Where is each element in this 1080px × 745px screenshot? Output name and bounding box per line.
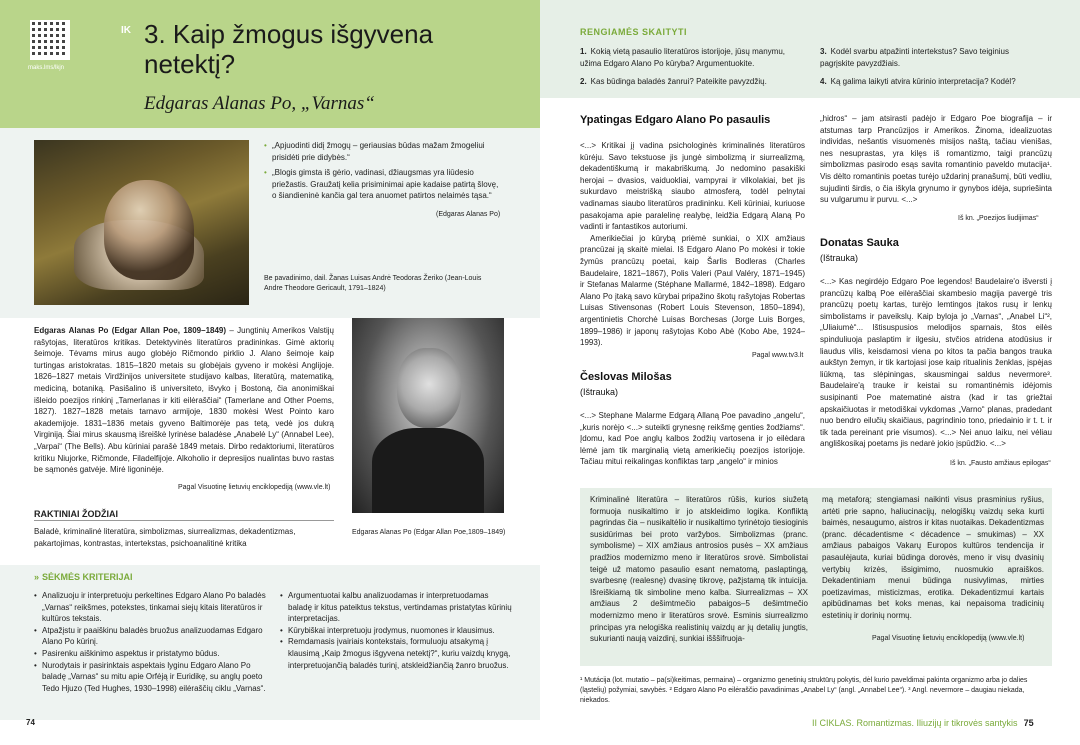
keywords-title: RAKTINIAI ŽODŽIAI (34, 509, 118, 519)
section-text: <...> Kritikai jį vadina psichologinės kriminalinės literatūros kūrėju. Savo tekstuose jis jungė simbolizmą ir siurrealizmą, dekadentiškumą ir makabriškumą. Jo nedomino pasakiški herojai – dvasios, vaiduokliai, vampyrai ir vilkolakiai, bet jis sukurdavo meistrišką siaubo atmosferą, todėl pelnytai vadinamas siaubo literatūros pradininku. Keli kūriniai, kuriuose pasakojama apie paralelinę realybę, leidžia Edgarą Alaną Po vadinti ir fantastikos autoriumi. Amerikiečiai jo kūrybą priėmė sunkiai, o XIX amžiaus prancūzai ją skaitė mielai. Iš Edgaro Alano Po mokėsi ir tokie žymūs prancūzų poetai, kaip Šarlis Bodleras (Charles Baudelaire, 1821–1867), Polis Valeri (Paul Valéry, 1871–1945) ir Stefanas Malarme (Stéphane Mallarmé, 1842–1898). Edgaro Alano Po įtaką savo kūrybai pripažino škotų rašytojas Robertas Luisas Stivensonas (Robert Louis Stevenson, 1850–1894), argentinietis Chorchė Luisas Borchesas (Jorge Luis Borges, 1899–1986) ir japonų rašytojas Kobo Abė (Kobo Abe, 1924–1993). (580, 141, 805, 348)
bio-source: Pagal Visuotinę lietuvių enciklopediją (www.vle.lt) (178, 484, 331, 491)
quote-author: (Edgaras Alanas Po) (436, 211, 501, 218)
qr-label: maks.lms/lkjn (28, 65, 65, 71)
ik-marker: IK (121, 25, 131, 36)
double-chevron-icon: » (34, 572, 40, 582)
section-text: „hidros“ – jam atsirasti padėjo ir Edgaro Poe biografija – ir atstumas tarp Prancūzijos ir Amerikos. Žinoma, idealizuotas individas, nešantis visuomenės misijos naštą, tačiau vienišas, nes nesuprastas, yra kilęs iš romantizmo, taigi prancūzų simbolizmas pasirodo esąs savita romantinio paveldo mutacija¹. Vis dėlto romantinis poetas turėjo uždarinį pranašumį, būti vedliu, sujudinti širdis, o čia iškyla grynumo ir gynybos idėja, supriešinta su vulgarumu ir purvu. <...> (820, 114, 1052, 205)
section-text: <...> Kas negirdėjo Edgaro Poe legendos! Baudelaire'o išversti į prancūzų kalbą Poe eilėraščiai skambesio magija pavergė tris prancūzų poetų kartas, turėjo lemtingos įtakos rusų ir lenkų simbolistams ir paveikslų. Kaip byloja jo „Varnas“, „Anabel Li“², „Uliaiumė“... Ištisuspusios melodijos sparnais, štos eilės spinduliuoja paslaptim ir ilgesiu, stvčios atridena atodūsius ir liaudus vilis, keisdamosi viena po kitos ta pačia bangos trauka aukštyn žemyn, ir tik kartojasi jose kaip ritualinis ženklas, įspėjas liūkmą, tas slėpiningas, skausmingai saldus nevermore³. Baudelaire'ą trauke ir keistai su romantinėmis idėjomis susipinanti Poe matematinė aistra (kad ir tas griežtai apskaičiuotas ir metodiškai vykdomas „Varno“ planas, pradedant nuo bendro eilučių skaičiaus, pagrindinio tono, priedainio ir t. t. ir tik tada pereinant prie visumos). <...> Nei anuo laiku, nei vėliau angliškosikaj poetams jis nedarė jokio įspūdžio. <...> (820, 277, 1052, 449)
criteria-item: • Nurodytais ir pasirinktais aspektais lyginu Edgaro Alano Po baladę „Varnas“ su mitu apie Orfėją ir Euridikę, su anglų poeto Tedo Hjuzo (Ted Hughes, 1930–1998) eilėraščių ciklu „Varnas“. (34, 660, 266, 695)
quote-item: • „Blogis gimsta iš gėrio, vadinasi, džiaugsmas yra liūdesio priežastis. Graužatį kelia prisiminimai apie kadaise patirtą šlovę, o šiandieninė kančia gal tera anuomet patirtos nelaimės tąsa.“ (264, 167, 504, 202)
section-source: Pagal www.tv3.lt (752, 352, 804, 359)
definitions-source: Pagal Visuotinę lietuvių enciklopediją (www.vle.lt) (872, 635, 1025, 642)
quote-item: • „Apjuodinti didį žmogų – geriausias būdas mažam žmogeliui prisidėti prie didybės.“ (264, 140, 504, 163)
portrait-caption: Edgaras Alanas Po (Edgar Allan Poe,1809–1849) (352, 529, 506, 536)
page-number-left: 74 (26, 718, 35, 727)
criteria-col-1 (34, 590, 266, 694)
painting-image (34, 140, 249, 305)
biography (34, 325, 334, 476)
page-number-right: 75 (1023, 718, 1034, 728)
section-title: Donatas Sauka (820, 237, 899, 249)
criteria-item: • Pasirenku aiškinimo aspektus ir pristatymo būdus. (34, 648, 266, 660)
criteria-item: • Argumentuotai kalbu analizuodamas ir interpretuodamas baladę ir kitus pateiktus tekstus, vertindamas pristatytas kūrinių interpretacijas. (280, 590, 512, 625)
prep-question: 4. Ką galima laikyti atvira kūrinio interpretacija? Kodėl? (820, 77, 1016, 86)
criteria-title: » SĖKMĖS KRITERIJAI (34, 572, 133, 582)
keywords-text: Baladė, kriminalinė literatūra, simbolizmas, siurrealizmas, dekadentizmas, pakartojimas, kontrastas, intertekstas, psichoanalitinė kritika (34, 527, 296, 548)
section-subtitle: (Ištrauka) (580, 387, 619, 397)
chapter-subtitle: Edgaras Alanas Po, „Varnas“ (144, 93, 375, 114)
definitions-col-2: mą metaforą; stengiamasi naikinti visus prasminius ryšius, artėti prie sapno, haliucinacijų, nelogiškų vaizdų seka kurti baimės, nesaugumo, aistros ir kitas nuotaikas. Dekadentizmas (pranc. décadentisme < décadence – smukimas) – XX amžiaus pabaigos Vakarų Europos kultūros tendencija ir pasaulėjauta, kuriai būdinga dorovės, meno ir visų dvasinių vertybių krizės, išsigimimo, nuosmukio apraiškos. Dekadentiniam menui būdinga nusivylimas, mirties poetizavimas, misticizmas, erotika. Dekadentizmui kartais apibūdinamas bet koks menas, kai nepaisoma tradicinių estetinių ir dorinių normų. (822, 495, 1044, 620)
criteria-item: • Remdamasis įvairiais kontekstais, formuluoju atsakymą į klausimą „Kaip žmogus išgyvena netektį?“, kuriu vaizdų knygą, interpretuojančią baladės turinį, atskleidžiančią žanro bruožus. (280, 636, 512, 671)
definitions-col-1: Kriminalinė literatūra – literatūros rūšis, kurios siužetą formuoja nusikaltimo ir jo atskleidimo logika. Konfliktą pagrindas čia – nusikaltėlio ir nusikaltimo tyrinėtojo tiesioginis susidūrimas bei proto varžybos. Simbolizmas (pranc. symbolisme) – XIX amžiaus antrosios pusės – XX amžiaus pradžios modernizmo meno ir literatūros srovė. Simbolistai teigė už matomo pasaulio esant nematomą, paslaptingą, svarbesnę (realesnę) dvasinę tikrovę, pažįstamą tik intuicija. Išreiškiamą tik simboline meno kalba. Siurrealizmas – XX amžiaus 2 dešimtmečio pabaigos–5 dešimtmečio modernizmo meno ir literatūros srovė. Esminis siurrealizmo principas yra nelogiška realistinių vaizdų ar jų detalių jungtis, sukurianti naują vaizdinį, sunkiai išššifruoja- (590, 495, 808, 644)
section-source: Iš kn. „Poezijos liudijimas“ (958, 215, 1039, 222)
right-page (540, 0, 1080, 745)
quote-list (264, 140, 504, 206)
keywords-divider (34, 520, 334, 521)
prep-question: 1. Kokią vietą pasaulio literatūros istorijoje, jūsų manymu, užima Edgaro Alano Po kūryba? Argumentuokite. (580, 47, 785, 68)
prep-question: 3. Kodėl svarbu atpažinti intertekstus? Savo teiginius pagrįskite pavyzdžiais. (820, 47, 1009, 68)
section-title: Česlovas Milošas (580, 371, 672, 383)
page-footer: II CIKLAS. Romantizmas. Iliuzijų ir tikrovės santykis 75 (812, 718, 1034, 728)
section-title: Ypatingas Edgaro Alano Po pasaulis (580, 114, 771, 126)
bio-text: – Jungtinių Amerikos Valstijų rašytojas, literatūros kritikas. Detektyvinės literatūros pradininkas. Gimė aktorių šeimoje. Tėvams mirus augo globėjo Ričmondo pirklio J. Alano šeimoje kaip turtingas aristokratas. 1815–1820 metais su globėjais gyveno ir mokėsi Anglijoje. 1826–1827 metais Virdžinijos universitete studijavo kalbas, literatūrą, matematiką, mediciną, botaniką. Pasišalino iš universiteto, išvyko į Bostoną, čia anonimiškai išleido poezijos rinkinį „Tamerlanas ir kiti eilėraščiai“ (Tamerlane and Other Poems, 1827). 1827–1828 metais tarnavo armijoje, 1830 mokėsi West Pointo karo akademijoje. 1831–1836 metais gyveno Baltimorėje pas tetą, vedė jos dukrą Virginiją. Šiai mirus skausmą išreiškė lyrinėse baladėse „Anabelė Ly“ (Annabel Lee), „Varpai“ (The Bells). Abu kūriniai parašė 1849 metais. Dirbo redaktoriumi, literatūros kritiku Niujorke, Ričmonde, Filadelfijoje. Alkoholio ir depresijos nualintas buvo rastas be sąmonės gatvėje. Mirė ligoninėje. (34, 326, 334, 475)
criteria-item: • Atpažįstu ir paaiškinu baladės bruožus analizuodamas Edgaro Alano Po kūrinį. (34, 625, 266, 648)
section-source: Iš kn. „Fausto amžiaus epilogas“ (950, 460, 1051, 467)
criteria-item: • Analizuoju ir interpretuoju perkeltines Edgaro Alano Po baladės „Varnas“ reikšmes, potekstes, tinkamai siejų kitais literatūros ir kultūros tekstais. (34, 590, 266, 625)
section-text: <...> Stephane Malarme Edgarą Allaną Poe pavadino „angelu“, „kuris norėjo <...> suteikti grynesnę reikšmę genties žodžiams“. Įdomu, kad Poe anglų kalbos žodžių vartosena ir jo eilėdara lėmė jam tik marginalią vietą amerikiečių poezijos istorijoje. Tačiau mitui reikalingas konfliktas tarp „angelo“ ir minios (580, 411, 805, 467)
qr-code-icon[interactable] (30, 20, 70, 60)
portrait-photo (352, 318, 504, 513)
bio-lead: Edgaras Alanas Po (Edgar Allan Poe, 1809–1849) (34, 326, 227, 335)
prep-question: 2. Kas būdinga baladės žanrui? Pateikite pavyzdžių. (580, 77, 767, 86)
painting-caption: Be pavadinimo, dail. Žanas Luisas Andrė Teodoras Žeriko (Jean-Louis Andre Theodore Gericault, 1791–1824) (264, 275, 482, 293)
chapter-title: 3. Kaip žmogus išgyvena netektį? (144, 19, 434, 79)
criteria-col-2 (280, 590, 512, 671)
criteria-item: • Kūrybiškai interpretuoju jrodymus, nuomones ir klausimus. (280, 625, 512, 637)
section-subtitle: (Ištrauka) (820, 253, 859, 263)
footnote: ¹ Mutácija (lot. mutatio – pa(si)keitimas, permaina) – organizmo genetinių struktūrų pokytis, dėl kurio paveldimai pakinta organizmo arba jo dalies (ląstelių) požymiai, savybės. ² Edgaro Alano Po eilėraščio pavadinimas „Anabel Ly“ (angl. „Annabel Lee“). ³ Angl. nevermore – daugiau niekada, niekados. (580, 677, 1028, 705)
prep-title: RENGIAMĖS SKAITYTI (580, 27, 688, 37)
